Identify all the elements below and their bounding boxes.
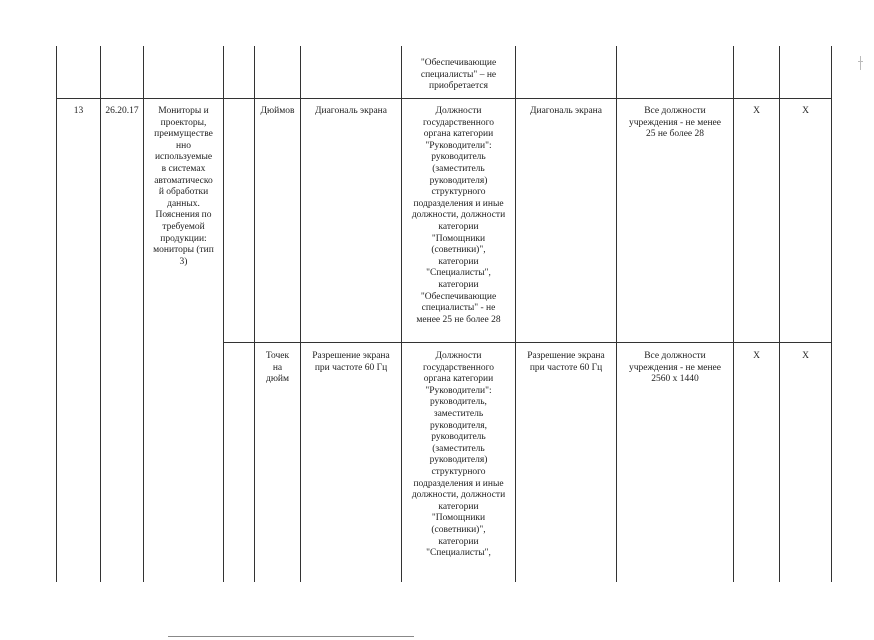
scan-speck (858, 56, 864, 70)
product-code: 26.20.17 (105, 106, 139, 116)
unit-dpi: Точек на дюйм (265, 351, 290, 385)
row-number: 13 (73, 106, 84, 116)
justification-mark: Х (753, 351, 760, 361)
scan-bottom-rule (168, 636, 414, 637)
column-divider (100, 46, 101, 582)
unit-inches: Дюймов (260, 106, 295, 116)
column-divider (515, 46, 516, 582)
product-name: Мониторы и проекторы, преимуществе нно используемые в системах автоматическо й обработки данных. Пояснения по требуемой продукции: мониторы (тип 3) (153, 106, 214, 267)
value2-resolution: Все должности учреждения - не менее 2560 х 1440 (629, 351, 721, 385)
requirements-resolution: Должности государственного органа категории "Руководители": руководитель, заместитель руководителя, руководитель (заместитель руководителя) структурного подразделения и иные должности, должности категории "Помощники (советники)", категории "Специалисты", (411, 351, 506, 559)
top-row-requirements: "Обеспечивающие специалисты" – не приобретается (420, 58, 497, 92)
column-divider (223, 46, 224, 582)
table-border-right (831, 46, 832, 582)
column-divider (254, 46, 255, 582)
table-border-left (56, 46, 57, 582)
characteristic-diagonal: Диагональ экрана (315, 106, 387, 116)
characteristic-resolution: Разрешение экрана при частоте 60 Гц (312, 351, 390, 373)
justification-mark: Х (753, 106, 760, 116)
column-divider (300, 46, 301, 582)
functional-purpose-mark: Х (802, 106, 809, 116)
characteristic2-resolution: Разрешение экрана при частоте 60 Гц (527, 351, 605, 373)
functional-purpose-mark: Х (802, 351, 809, 361)
column-divider (733, 46, 734, 582)
characteristic2-diagonal: Диагональ экрана (530, 106, 602, 116)
requirements-diagonal: Должности государственного органа категории "Руководители": руководитель (заместитель руководителя) структурного подразделения и иные должности, должности категории "Помощники (советники)", категории "Специалисты", категории "Обеспечивающие специалисты" - не менее 25 не более 28 (411, 106, 506, 325)
row-divider (223, 342, 832, 343)
value2-diagonal: Все должности учреждения - не менее 25 не более 28 (629, 106, 721, 140)
column-divider (779, 46, 780, 582)
row-divider (56, 98, 832, 99)
